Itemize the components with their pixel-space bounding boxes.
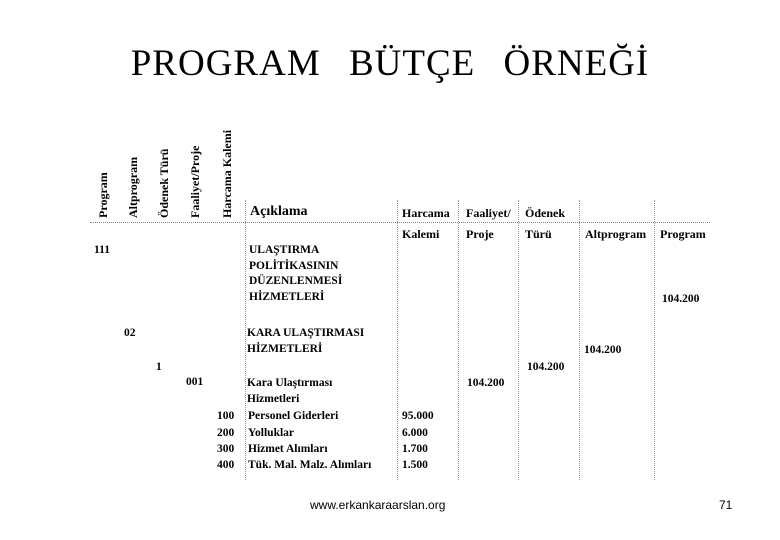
column-divider [518,200,519,480]
vertical-header-odenek-turu: Ödenek Türü [157,148,171,218]
row-description-line: Kara Ulaştırması [247,377,333,389]
row-description-line: Hizmet Alımları [248,443,328,455]
row-code-program: 111 [94,244,110,256]
row-description-line: HİZMETLERİ [249,291,325,303]
header-odenek-2: Türü [525,227,552,241]
column-divider [654,200,655,480]
row-amount-harcama: 1.700 [402,443,428,455]
row-description-line: HİZMETLERİ [247,343,323,355]
row-code-faaliyet: 001 [186,376,204,388]
row-code-odenek: 1 [156,361,162,373]
row-code-harcama: 100 [217,410,235,422]
row-description-line: POLİTİKASININ [249,260,339,272]
row-amount-harcama: 1.500 [402,459,428,471]
column-divider [397,200,398,480]
header-faaliyet-2: Proje [466,227,494,241]
row-amount-altprogram: 104.200 [584,344,622,356]
row-code-harcama: 200 [217,427,235,439]
row-description-line: Hizmetleri [247,393,300,405]
row-amount-odenek: 104.200 [527,361,565,373]
row-amount-program: 104.200 [662,293,700,305]
page-number: 71 [719,498,733,512]
row-code-harcama: 400 [217,459,235,471]
vertical-header-faaliyet-proje: Faaliyet/Proje [188,145,202,218]
column-divider [245,200,246,480]
row-amount-harcama: 95.000 [402,410,434,422]
row-code-altprogram: 02 [124,327,136,339]
header-faaliyet-1: Faaliyet/ [466,206,511,220]
header-aciklama: Açıklama [250,204,308,219]
header-divider [90,222,710,223]
footer-website: www.erkankaraarslan.org [310,498,446,512]
row-description-line: KARA ULAŞTIRMASI [247,327,365,339]
row-description-line: ULAŞTIRMA [249,244,320,256]
column-divider [579,200,580,480]
page-title: PROGRAM BÜTÇE ÖRNEĞİ [130,43,650,84]
vertical-header-altprogram: Altprogram [126,156,140,218]
row-description-line: Personel Giderleri [248,410,339,422]
header-harcama-1: Harcama [402,206,450,220]
vertical-header-harcama-kalemi: Harcama Kalemi [220,129,234,218]
row-description-line: DÜZENLENMESİ [249,275,343,287]
vertical-header-program: Program [96,172,110,218]
row-description-line: Yolluklar [248,427,295,439]
header-altprogram: Altprogram [585,227,647,241]
row-code-harcama: 300 [217,443,235,455]
header-odenek-1: Ödenek [525,206,566,220]
header-harcama-2: Kalemi [402,227,440,241]
header-program: Program [660,227,706,241]
column-divider [458,200,459,480]
row-amount-harcama: 6.000 [402,427,428,439]
row-description-line: Tük. Mal. Malz. Alımları [248,459,372,471]
row-amount-faaliyet: 104.200 [467,377,505,389]
